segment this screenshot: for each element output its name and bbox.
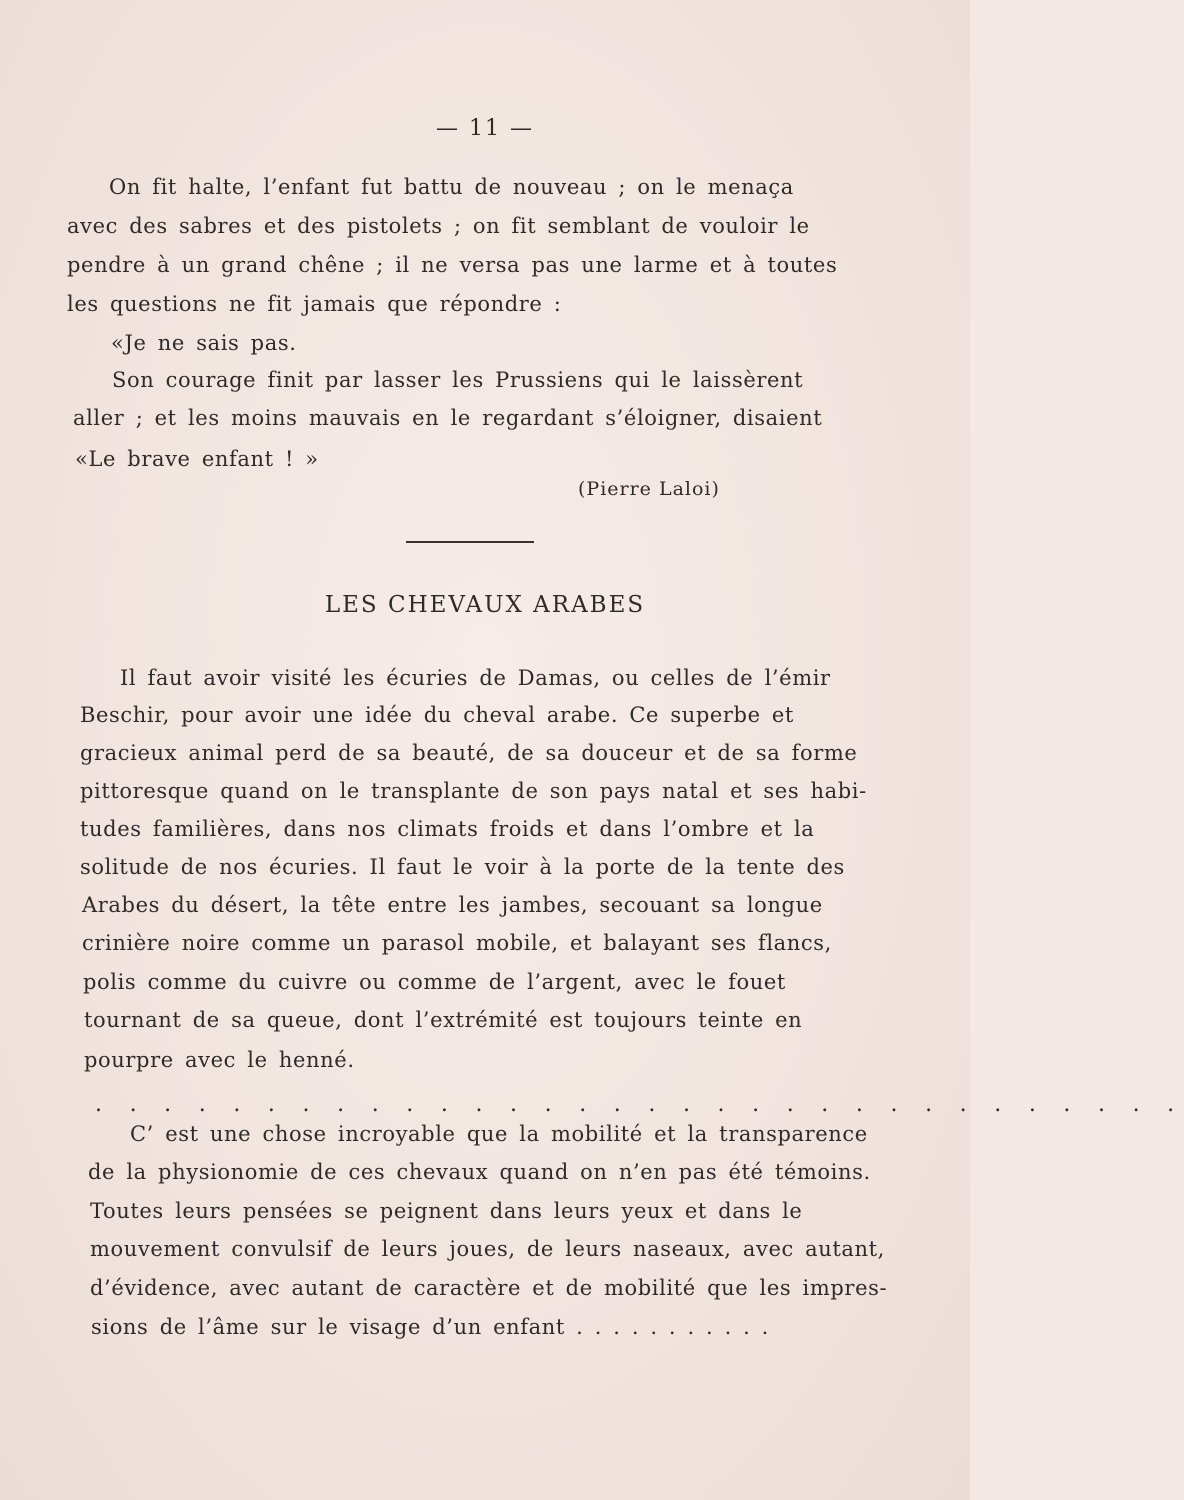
- text-line: On fit halte, l’enfant fut battu de nouveau ; on le menaça: [109, 175, 794, 199]
- text-line: sions de l’âme sur le visage d’un enfant . . . . . . . . . . .: [91, 1315, 769, 1339]
- text-line: polis comme du cuivre ou comme de l’argent, avec le fouet: [83, 970, 786, 994]
- text-line: tudes familières, dans nos climats froids et dans l’ombre et la: [80, 817, 815, 841]
- text-line: «Je ne sais pas.: [111, 331, 297, 355]
- text-line: les questions ne fit jamais que répondre :: [67, 292, 562, 316]
- text-line: crinière noire comme un parasol mobile, et balayant ses flancs,: [82, 931, 832, 955]
- section-title: LES CHEVAUX ARABES: [324, 592, 646, 618]
- text-line: gracieux animal perd de sa beauté, de sa douceur et de sa forme: [80, 741, 858, 765]
- text-line: Arabes du désert, la tête entre les jambes, secouant sa longue: [82, 893, 823, 917]
- text-line: Toutes leurs pensées se peignent dans leurs yeux et dans le: [90, 1199, 803, 1223]
- page-number: — 11 —: [436, 116, 534, 141]
- text-line: aller ; et les moins mauvais en le regardant s’éloigner, disaient: [73, 406, 823, 430]
- text-line: de la physionomie de ces chevaux quand on n’en pas été témoins.: [88, 1160, 871, 1184]
- text-line: C’ est une chose incroyable que la mobilité et la transparence: [130, 1122, 868, 1146]
- text-line: Beschir, pour avoir une idée du cheval arabe. Ce superbe et: [80, 703, 794, 727]
- text-line: avec des sabres et des pistolets ; on fit semblant de vouloir le: [67, 214, 810, 238]
- text-line: «Le brave enfant ! »: [75, 447, 319, 471]
- text-line: d’évidence, avec autant de caractère et de mobilité que les impres-: [90, 1276, 888, 1300]
- attribution: (Pierre Laloi): [578, 478, 720, 500]
- text-line: mouvement convulsif de leurs joues, de leurs naseaux, avec autant,: [90, 1237, 885, 1261]
- text-line: pendre à un grand chêne ; il ne versa pas une larme et à toutes: [67, 253, 838, 277]
- text-line: solitude de nos écuries. Il faut le voir à la porte de la tente des: [80, 855, 845, 879]
- section-divider: [406, 541, 534, 543]
- text-line: Il faut avoir visité les écuries de Damas, ou celles de l’émir: [120, 666, 831, 690]
- text-line: Son courage finit par lasser les Prussiens qui le laissèrent: [112, 368, 804, 392]
- ellipsis-separator: . . . . . . . . . . . . . . . . . . . . . . . . . . . . . . . .: [95, 1092, 1184, 1117]
- text-line: pourpre avec le henné.: [84, 1048, 355, 1072]
- text-line: tournant de sa queue, dont l’extrémité est toujours teinte en: [84, 1008, 803, 1032]
- text-line: pittoresque quand on le transplante de son pays natal et ses habi-: [80, 779, 867, 803]
